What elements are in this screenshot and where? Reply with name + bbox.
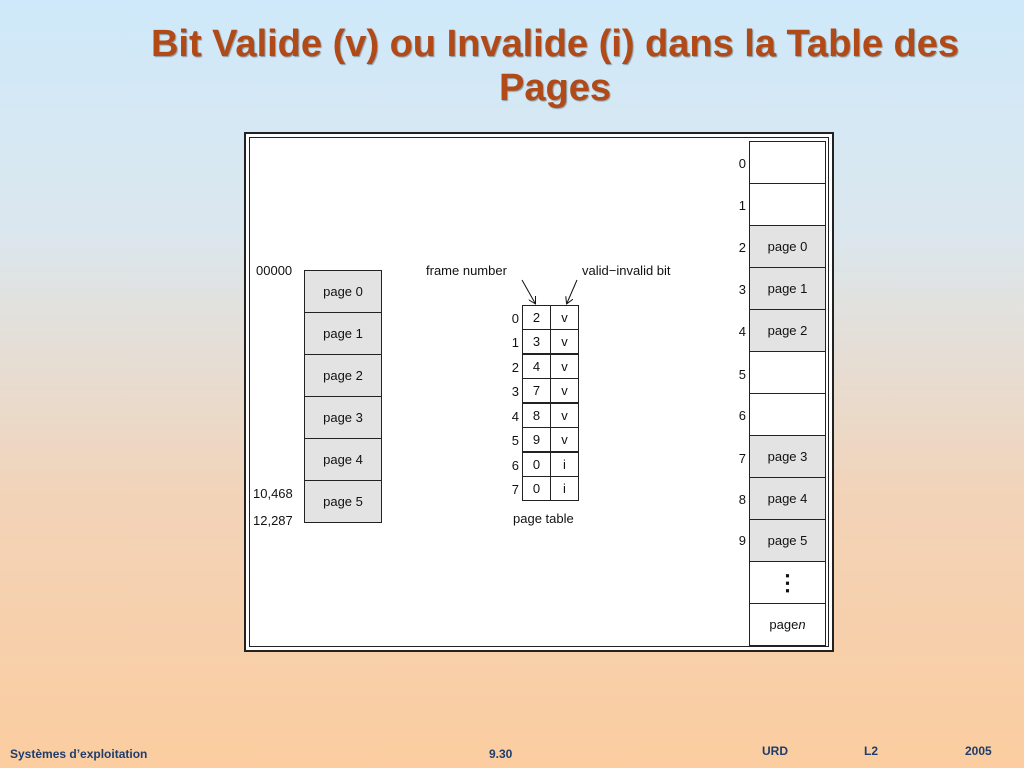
pt-frame-0: 2 — [522, 305, 551, 330]
pt-index-1: 1 — [511, 335, 519, 350]
frame-index-3: 3 — [738, 282, 746, 297]
frame-index-8: 8 — [738, 492, 746, 507]
frame-index-9: 9 — [738, 533, 746, 548]
page-table-caption: page table — [513, 511, 574, 526]
logical-address-12287: 12,287 — [253, 513, 293, 528]
logical-page-0: page 0 — [304, 270, 382, 313]
pt-frame-3: 7 — [522, 378, 551, 403]
footer-year: 2005 — [965, 744, 992, 758]
frame-index-6: 6 — [738, 408, 746, 423]
logical-page-1: page 1 — [304, 312, 382, 355]
logical-address-10468: 10,468 — [253, 486, 293, 501]
logical-page-3: page 3 — [304, 396, 382, 439]
pt-index-4: 4 — [511, 409, 519, 424]
footer-level: L2 — [864, 744, 879, 758]
physical-frame-9: page 5 — [749, 519, 826, 562]
page-n-variable: n — [798, 617, 806, 632]
pt-bit-6: i — [550, 452, 579, 477]
pt-bit-0: v — [550, 305, 579, 330]
frame-index-1: 1 — [738, 198, 746, 213]
page-n-prefix: page — [769, 617, 799, 632]
logical-start-address: 00000 — [256, 263, 293, 278]
valid-invalid-bit-label: valid−invalid bit — [582, 263, 671, 278]
logical-page-4: page 4 — [304, 438, 382, 481]
physical-frame-n — [749, 603, 826, 646]
physical-frame-8: page 4 — [749, 477, 826, 520]
physical-frame-ellipsis: ⋮ — [749, 561, 826, 604]
pt-index-2: 2 — [511, 360, 519, 375]
frame-number-label: frame number — [426, 263, 507, 278]
physical-frame-2: page 0 — [749, 225, 826, 268]
footer-org: URD — [762, 744, 788, 758]
pt-bit-1: v — [550, 329, 579, 354]
pt-frame-2: 4 — [522, 354, 551, 379]
pt-frame-5: 9 — [522, 427, 551, 452]
frame-number-arrow — [522, 280, 535, 303]
physical-frame-0 — [749, 141, 826, 184]
physical-frame-4: page 2 — [749, 309, 826, 352]
slide-title: Bit Valide (v) ou Invalide (i) dans la Table des Pages — [150, 23, 960, 109]
frame-index-7: 7 — [738, 451, 746, 466]
frame-index-0: 0 — [738, 156, 746, 171]
pt-bit-5: v — [550, 427, 579, 452]
pt-index-0: 0 — [511, 311, 519, 326]
pt-index-5: 5 — [511, 433, 519, 448]
frame-index-4: 4 — [738, 324, 746, 339]
pt-frame-7: 0 — [522, 476, 551, 501]
pt-index-3: 3 — [511, 384, 519, 399]
physical-frame-7: page 3 — [749, 435, 826, 478]
frame-index-5: 5 — [738, 367, 746, 382]
valid-bit-arrow — [567, 280, 577, 303]
footer-course: Systèmes d’exploitation — [10, 747, 148, 761]
diagram-frame — [244, 132, 834, 652]
physical-frame-3: page 1 — [749, 267, 826, 310]
pt-index-7: 7 — [511, 482, 519, 497]
pt-frame-1: 3 — [522, 329, 551, 354]
physical-frame-6 — [749, 393, 826, 436]
pt-frame-4: 8 — [522, 403, 551, 428]
pt-frame-6: 0 — [522, 452, 551, 477]
frame-index-2: 2 — [738, 240, 746, 255]
footer-slide-number: 9.30 — [489, 747, 513, 761]
pt-bit-3: v — [550, 378, 579, 403]
physical-frame-5 — [749, 351, 826, 394]
logical-page-5: page 5 — [304, 480, 382, 523]
logical-page-2: page 2 — [304, 354, 382, 397]
pt-bit-7: i — [550, 476, 579, 501]
pt-bit-2: v — [550, 354, 579, 379]
physical-frame-1 — [749, 183, 826, 226]
pt-bit-4: v — [550, 403, 579, 428]
pt-index-6: 6 — [511, 458, 519, 473]
